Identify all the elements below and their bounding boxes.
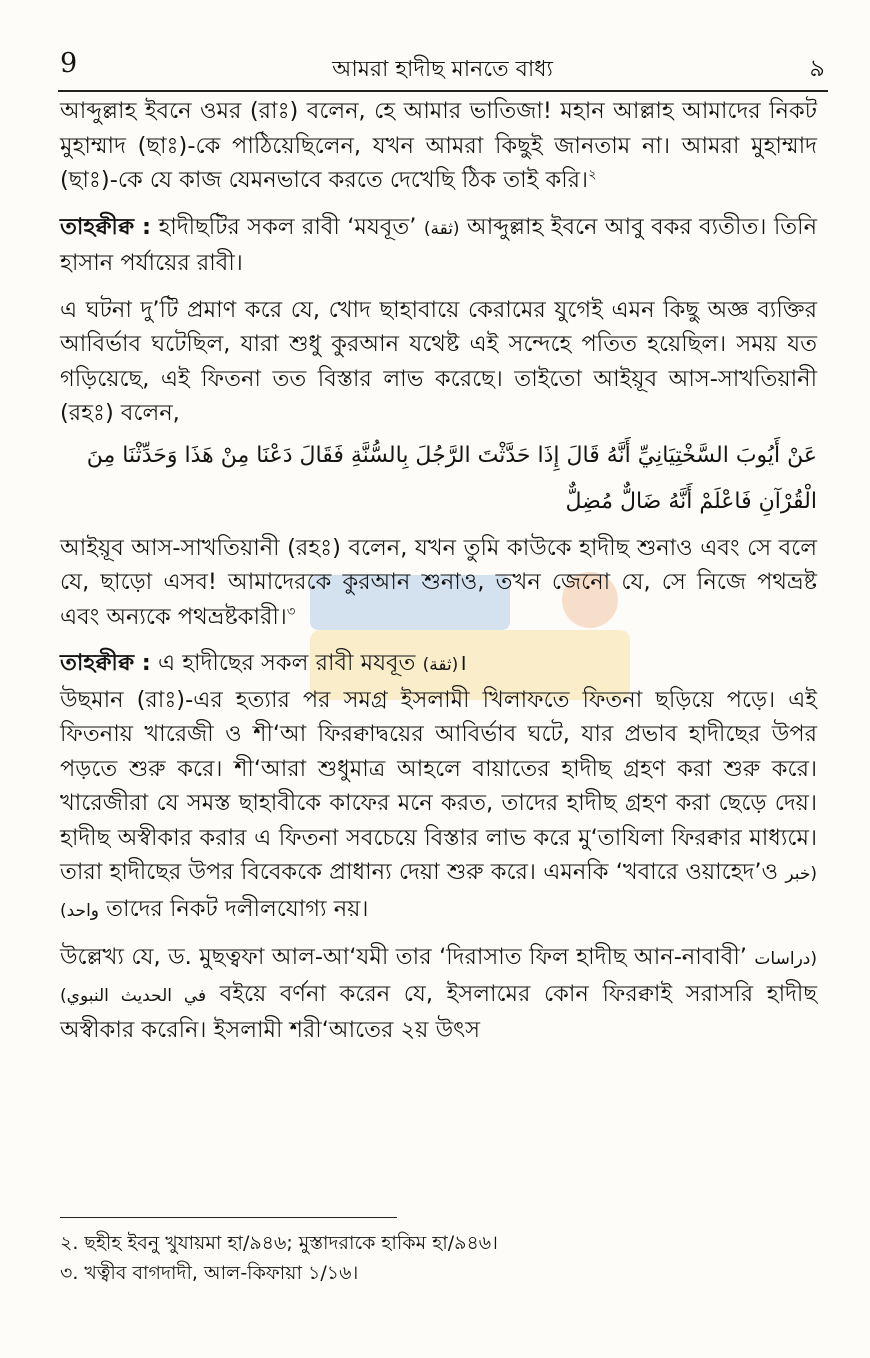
paragraph-7-text-b: বইয়ে বর্ণনা করেন যে, ইসলামের কোন ফিরক্বাই সরাসরি হাদীছ অস্বীকার করেনি। ইসলামী শরী‘আতের ২য় উৎস bbox=[60, 980, 818, 1043]
arabic-book-title: (دراسات في الحديث النبوي) bbox=[60, 949, 817, 1006]
paragraph-3: এ ঘটনা দু’টি প্রমাণ করে যে, খোদ ছাহাবায়ে কেরামের যুগেই এমন কিছু অজ্ঞ ব্যক্তির আবির্ভাব ঘটেছিল, যারা শুধু কুরআন যথেষ্ট এই সন্দেহে পতিত হয়েছিল। সময় যত গড়িয়েছে, এই ফিতনা তত বিস্তার লাভ করেছে। তাইতো আইয়ূব আস-সাখতিয়ানী (রহঃ) বলেন, bbox=[60, 296, 817, 426]
paragraph-7-text-a: উল্লেখ্য যে, ড. মুছত্বফা আল-আ‘যমী তার ‘দিরাসাত ফিল হাদীছ আন-নাবাবী’ bbox=[60, 944, 747, 970]
page-number-left: 9 bbox=[60, 48, 78, 79]
running-title: আমরা হাদীছ মানতে বাধ্য bbox=[332, 57, 553, 82]
footnote-2: ২. ছহীহ ইবনু খুযায়মা হা/৯৪৬; মুস্তাদরাকে হাকিম হা/৯৪৬। bbox=[60, 1232, 498, 1254]
tahqiq-label: তাহক্বীক্ব : bbox=[60, 650, 151, 676]
footnotes bbox=[60, 1228, 817, 1288]
tahqiq-2 bbox=[60, 646, 817, 683]
tahqiq-2-text-a: এ হাদীছের সকল রাবী মযবূত bbox=[157, 650, 416, 676]
paragraph-1 bbox=[60, 94, 817, 198]
tahqiq-1 bbox=[60, 210, 817, 281]
arabic-quote: عَنْ أَيُوبَ السَّخْتِيَانِيِّ أَنَّهُ قَالَ إِذَا حَدَّثْتَ الرَّجُلَ بِالسُّنَّةِ فَقَالَ دَعْنَا مِنْ هَذَا وَحَدِّثْنَا مِنَ الْقُرْآنِ فَاعْلَمْ أَنَّهُ ضَالٌّ مُضِلٌّ bbox=[86, 442, 817, 514]
footnote-rule bbox=[60, 1217, 397, 1218]
header-rule bbox=[58, 90, 828, 92]
tahqiq-2-end: । bbox=[458, 650, 467, 676]
paragraph-6 bbox=[60, 683, 817, 929]
footnote-ref-3[interactable]: ৩ bbox=[286, 604, 296, 619]
footnote-ref-2[interactable]: ২ bbox=[588, 167, 597, 183]
page-number-right: ৯ bbox=[809, 54, 825, 82]
main-text bbox=[60, 94, 817, 1048]
paragraph-6-text-a: উছমান (রাঃ)-এর হত্যার পর সমগ্র ইসলামী খিলাফতে ফিতনা ছড়িয়ে পড়ে। এই ফিতনায় খারেজী ও শী‘আ ফিরক্বাদ্বয়ের আবির্ভাব ঘটে, যার প্রভাব হাদীছের উপর পড়তে শুরু করে। শী‘আরা শুধুমাত্র আহলে বায়াতের হাদীছ গ্রহণ করা শুরু করে। খারেজীরা যে সমস্ত ছাহাবীকে কাফের মনে করত, তাদের হাদীছ গ্রহণ করা ছেড়ে দেয়। হাদীছ অস্বীকার করার এ ফিতনা সবচেয়ে বিস্তার লাভ করে মু‘তাযিলা ফিরক্বার মাধ্যমে। তারা হাদীছের উপর বিবেককে প্রাধান্য দেয়া শুরু করে। এমনকি ‘খবারে ওয়াহেদ’ও bbox=[60, 686, 817, 885]
page-header bbox=[60, 48, 825, 90]
tahqiq-1-text-b: আব্দুল্লাহ ইবনে আবু বকর ব্যতীত। তিনি হাসান পর্যায়ের রাবী। bbox=[60, 213, 818, 276]
arabic-term: (ثقة) bbox=[422, 655, 459, 675]
tahqiq-label: তাহক্বীক্ব : bbox=[60, 213, 152, 240]
paragraph-6-text-b: তাদের নিকট দলীলযোগ্য নয়। bbox=[106, 895, 369, 922]
paragraph-4 bbox=[60, 531, 817, 635]
paragraph-1-text: আব্দুল্লাহ ইবনে ওমর (রাঃ) বলেন, হে আমার ভাতিজা! মহান আল্লাহ আমাদের নিকট মুহাম্মাদ (ছাঃ)-কে পাঠিয়েছিলেন, যখন আমরা কিছুই জানতাম না। আমরা মুহাম্মাদ (ছাঃ)-কে যে কাজ যেমনভাবে করতে দেখেছি ঠিক তাই করি। bbox=[60, 98, 817, 193]
footnote-3: ৩. খত্বীব বাগদাদী, আল-কিফায়া ১/১৬। bbox=[60, 1262, 359, 1284]
paragraph-7 bbox=[60, 940, 817, 1048]
paragraph-4-text: আইয়ূব আস-সাখতিয়ানী (রহঃ) বলেন, যখন তুমি কাউকে হাদীছ শুনাও এবং সে বলে যে, ছাড়ো এসব! আমাদেরকে কুরআন শুনাও, তখন জেনো যে, সে নিজে পথভ্রষ্ট এবং অন্যকে পথভ্রষ্টকারী। bbox=[60, 534, 817, 630]
arabic-term: (خبر واحد) bbox=[60, 864, 817, 921]
arabic-term: (ثقة) bbox=[423, 218, 460, 239]
tahqiq-1-text-a: হাদীছটির সকল রাবী ‘মযবূত’ bbox=[158, 213, 417, 240]
